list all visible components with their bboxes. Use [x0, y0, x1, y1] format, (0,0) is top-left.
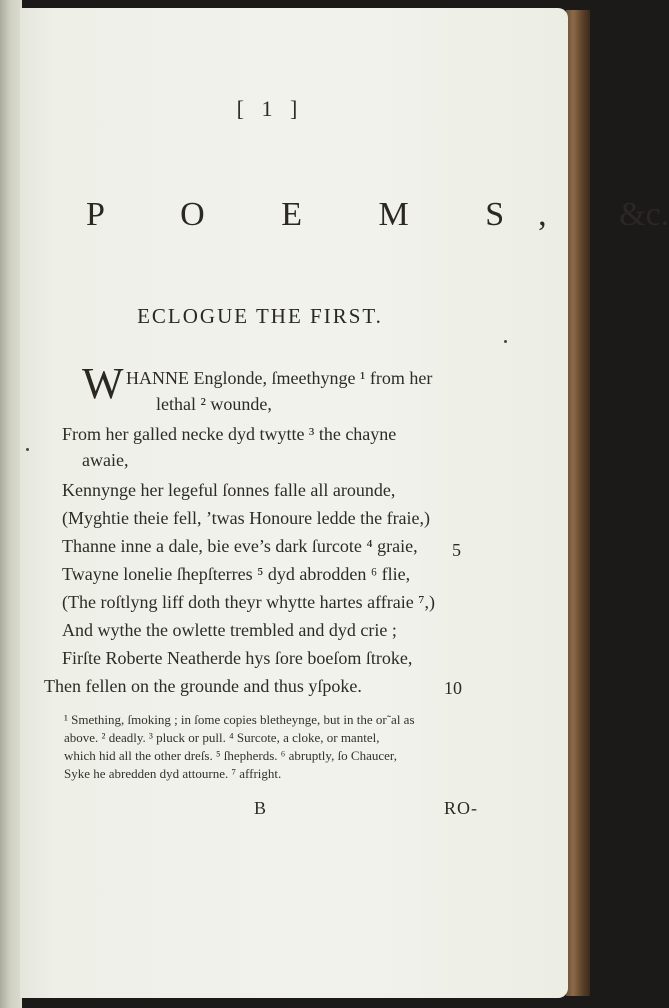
verse-line: Firſte Roberte Neatherde hys ſore boeſom ſtroke, [62, 648, 413, 668]
line-number: 5 [452, 540, 461, 560]
title-text: P O E M S, [86, 196, 581, 233]
verse-line: Twayne lonelie ſhepſterres ⁵ dyd abrodden ⁶ flie, [62, 564, 411, 584]
drop-cap: W [82, 359, 124, 408]
catchword: RO- [444, 798, 478, 818]
section-heading: ECLOGUE THE FIRST. [137, 304, 383, 328]
book-page [20, 8, 669, 998]
footnote-line: which hid all the other dreſs. ⁵ ſhepherds. ⁶ abruptly, ſo Chaucer, [64, 748, 397, 763]
title-etc: &c. [619, 196, 669, 233]
verse-line: HANNE Englonde, ſmeethynge ¹ from her [126, 368, 433, 388]
page-title [86, 196, 669, 234]
verse-line: From her galled necke dyd twytte ³ the chayne [62, 424, 397, 444]
verse-line: awaie, [82, 450, 129, 470]
verse-line: And wythe the owlette trembled and dyd crie ; [62, 620, 397, 640]
footnote-line: ¹ Smething, ſmoking ; in ſome copies bletheynge, but in the or˜al as [64, 712, 415, 727]
verse-line: Then fellen on the grounde and thus yſpoke. [44, 676, 362, 696]
page-number: [ 1 ] [236, 96, 304, 121]
paper-speck [504, 340, 507, 343]
left-page-edge [0, 0, 22, 1008]
verse-line: lethal ² wounde, [156, 394, 272, 414]
signature-mark: B [254, 798, 267, 818]
verse-line: (Myghtie theie fell, ’twas Honoure ledde the fraie,) [62, 508, 431, 528]
line-number: 10 [444, 678, 462, 698]
verse-line: (The roſtlyng liff doth theyr whytte hartes affraie ⁷,) [62, 592, 435, 612]
footnote-line: above. ² deadly. ³ pluck or pull. ⁴ Surcote, a cloke, or mantel, [64, 730, 380, 745]
footnote-line: Syke he abredden dyd attourne. ⁷ affright. [64, 766, 282, 781]
verse-line: Kennynge her legeful ſonnes falle all arounde, [62, 480, 396, 500]
book-binding [566, 10, 590, 996]
verse-line: Thanne inne a dale, bie eve’s dark ſurcote ⁴ graie, [62, 536, 418, 556]
paper-speck [26, 448, 29, 451]
